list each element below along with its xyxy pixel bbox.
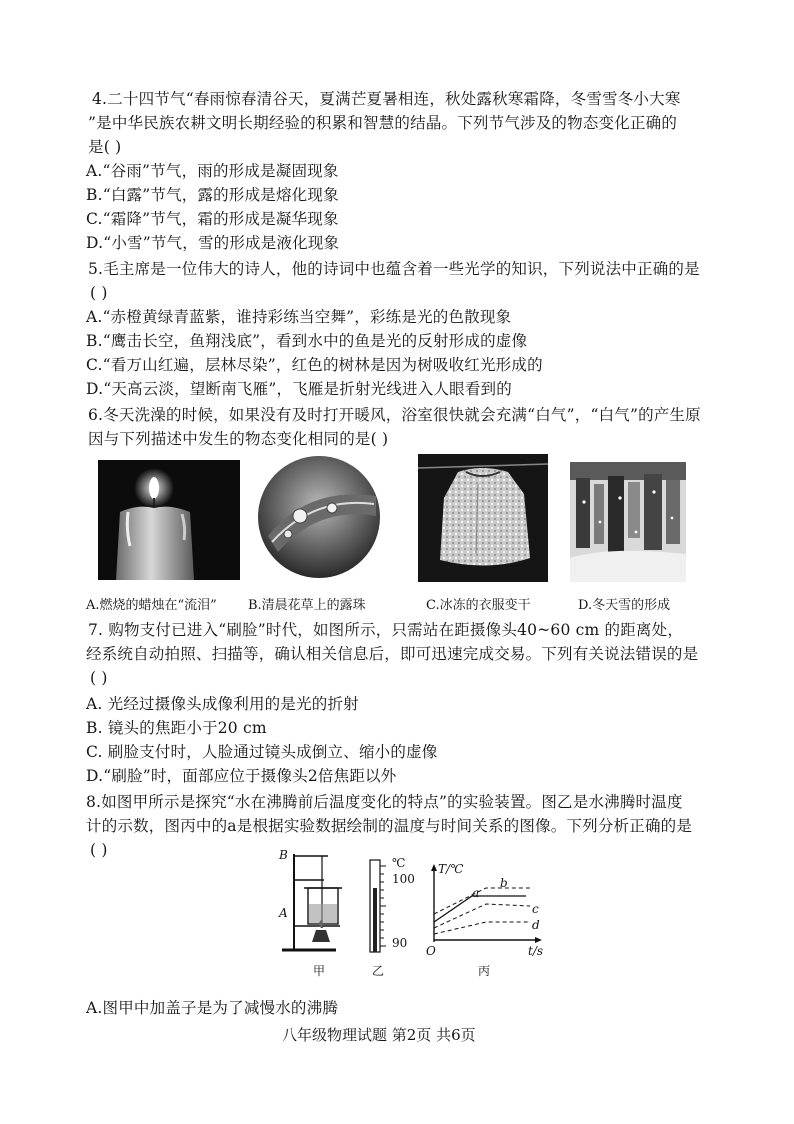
q8-stem-line-2: 计的示数，图丙中的a是根据实验数据绘制的温度与时间关系的图像。下列分析正确的是 — [86, 817, 693, 835]
q4-stem-line-2: ”是中华民族农耕文明长期经验的积累和智慧的结晶。下列节气涉及的物态变化正确的 — [88, 114, 678, 132]
curve-a-label: a — [472, 886, 480, 900]
thermometer-scale-bottom: 90 — [392, 936, 408, 950]
thermometer-scale-top: 100 — [392, 872, 415, 886]
figure-jia-label: 甲 — [313, 964, 326, 978]
graph-origin-label: O — [426, 944, 436, 958]
q6-caption-d: D.冬天雪的形成 — [578, 598, 671, 613]
point-b-label: B — [279, 848, 288, 862]
q7-stem-line-1: 7. 购物支付已进入“刷脸”时代，如图所示，只需站在距摄像头40~60 cm 的距离处， — [88, 621, 684, 639]
q6-caption-b: B.清晨花草上的露珠 — [248, 598, 366, 613]
q4-option-d: D.“小雪”节气，雪的形成是液化现象 — [86, 234, 340, 252]
q5-option-a: A.“赤橙黄绿青蓝紫，谁持彩练当空舞”，彩练是光的色散现象 — [86, 308, 512, 326]
temperature-graph — [426, 864, 542, 944]
curve-b-label: b — [500, 876, 508, 890]
q4-option-c: C.“霜降”节气，霜的形成是凝华现象 — [86, 210, 339, 228]
apparatus-figure — [276, 846, 356, 958]
figure-yi-label: 乙 — [372, 964, 385, 978]
q5-option-d: D.“天高云淡，望断南飞雁”，飞雁是折射光线进入人眼看到的 — [86, 380, 512, 398]
graph-time-axis-label: t/s — [528, 944, 544, 958]
q4-option-b: B.“白露”节气，露的形成是熔化现象 — [86, 186, 339, 204]
q7-option-c: C. 刷脸支付时，人脸通过镜头成倒立、缩小的虚像 — [86, 743, 438, 761]
q8-stem-line-3: ( ) — [90, 841, 108, 859]
page-footer: 八年级物理试题 第2页 共6页 — [282, 1026, 476, 1044]
snow-photo — [570, 462, 686, 582]
graph-t-axis-label: T/℃ — [438, 862, 464, 876]
q6-caption-a: A.燃烧的蜡烛在“流泪” — [86, 598, 217, 613]
q7-option-a: A. 光经过摄像头成像利用的是光的折射 — [86, 695, 359, 713]
q4-option-a: A.“谷雨”节气，雨的形成是凝固现象 — [86, 162, 339, 180]
q5-stem-line-2: ( ) — [90, 284, 108, 302]
q4-stem-line-1: 4.二十四节气“春雨惊春清谷天，夏满芒夏暑相连，秋处露秋寒霜降，冬雪雪冬小大寒 — [92, 90, 681, 108]
thermometer-unit: ℃ — [392, 856, 406, 870]
thermometer-figure — [366, 858, 388, 954]
curve-c-label: c — [532, 902, 539, 916]
q6-stem-line-1: 6.冬天洗澡的时候，如果没有及时打开暖风，浴室很快就会充满“白气”，“白气”的产生原 — [88, 406, 701, 424]
frozen-clothes-photo — [418, 454, 548, 582]
curve-d-label: d — [532, 918, 540, 932]
candle-photo — [98, 460, 240, 580]
dew-photo — [258, 456, 380, 578]
q7-option-d: D.“刷脸”时，面部应位于摄像头2倍焦距以外 — [86, 767, 397, 785]
q7-stem-line-3: ( ) — [90, 669, 108, 687]
q6-stem-line-2: 因与下列描述中发生的物态变化相同的是( ) — [88, 430, 389, 448]
figure-bing-label: 丙 — [478, 964, 491, 978]
point-a-label: A — [279, 906, 288, 920]
q5-option-c: C.“看万山红遍，层林尽染”，红色的树林是因为树吸收红光形成的 — [86, 356, 543, 374]
q5-option-b: B.“鹰击长空，鱼翔浅底”，看到水中的鱼是光的反射形成的虚像 — [86, 332, 528, 350]
q7-option-b: B. 镜头的焦距小于20 cm — [86, 719, 267, 737]
q8-option-a: A.图甲中加盖子是为了减慢水的沸腾 — [86, 999, 339, 1017]
q7-stem-line-2: 经系统自动拍照、扫描等，确认相关信息后，即可迅速完成交易。下列有关说法错误的是 — [86, 645, 699, 663]
q6-caption-c: C.冰冻的衣服变干 — [426, 598, 531, 613]
q5-stem-line-1: 5.毛主席是一位伟大的诗人，他的诗词中也蕴含着一些光学的知识，下列说法中正确的是 — [88, 260, 700, 278]
q4-stem-line-3: 是( ) — [88, 138, 122, 156]
q8-stem-line-1: 8.如图甲所示是探究“水在沸腾前后温度变化的特点”的实验装置。图乙是水沸腾时温度 — [86, 793, 683, 811]
